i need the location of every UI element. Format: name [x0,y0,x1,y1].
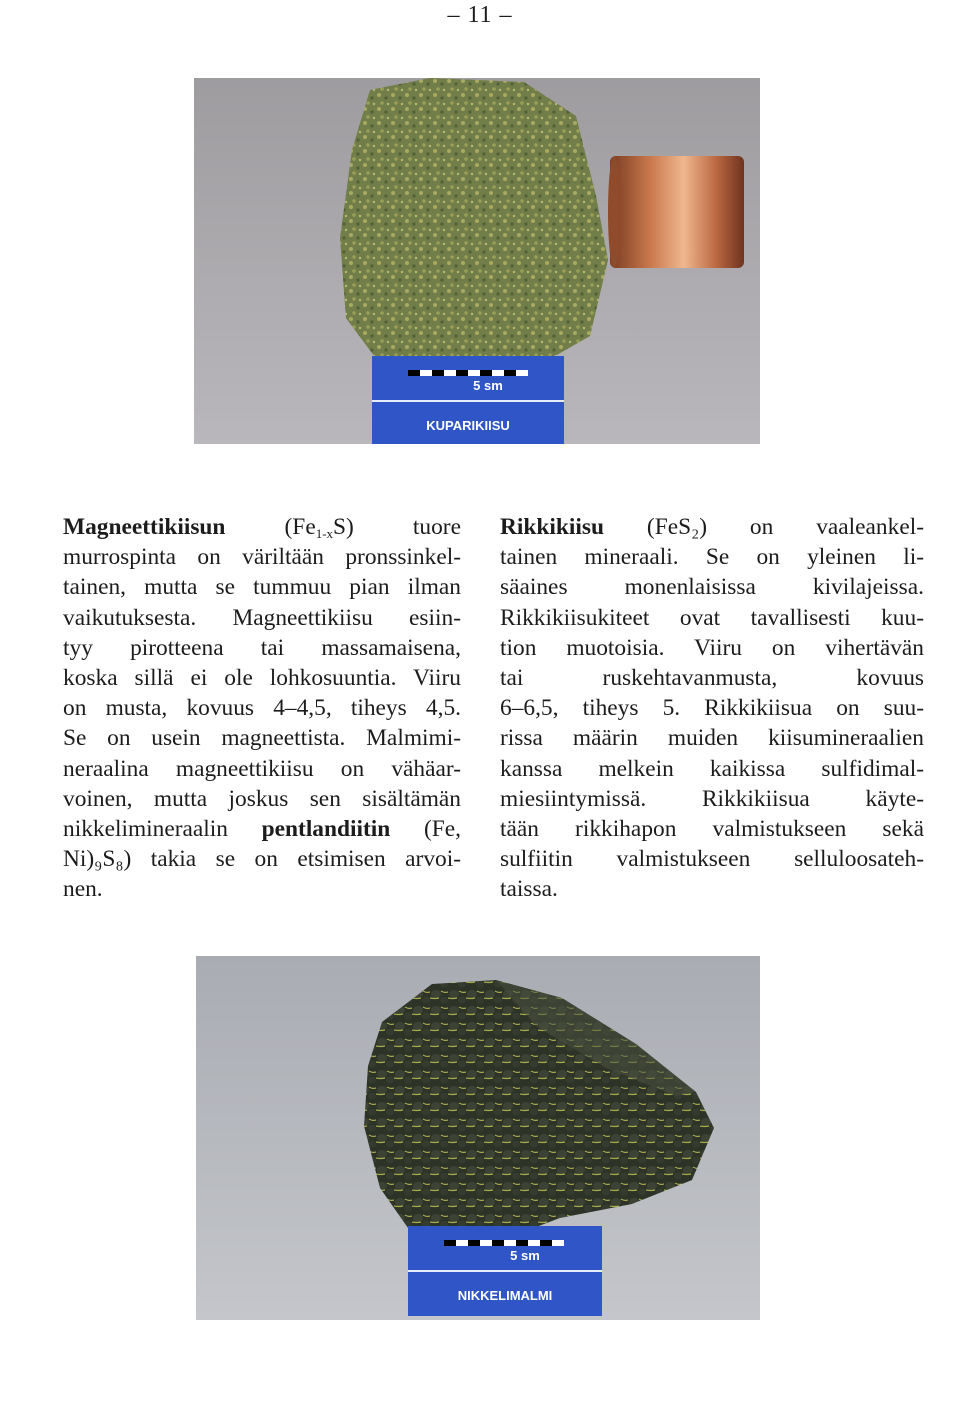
pentlandite-term: pentlandiitin [261,816,391,843]
pyrrhotite-term: Magneettikiisun [63,514,226,540]
scale-label-top: 5 sm [473,378,503,393]
pyrite-paragraph: Rikkikiisu (FeS₂) on vaaleankel- tainen mineraali. Se on yleinen li- säaines monenlaisissa kivilajeissa. Rikkikiisukiteet ovat tavallisesti kuu- tion muotoisia. Viiru on vihertävän tai ruskehtavanmusta, kovuus 6–6,5, tiheys 5. Rikkikiisua on suu- rissa määrin muiden kiisumineraalien kanssa melkein kaikissa sulfidimal- miesiintymissä. Rikkikiisua käyte- tään rikkihapon valmistukseen sekä sulfiitin valmistukseen selluloosateh- taissa. [500,514,924,903]
figure-label-bottom: NIKKELIMALMI [457,1288,553,1303]
pyrrhotite-paragraph: Magneettikiisun $(Fe_{1-x}S)$ tuore murrospinta on väriltään pronssinkel- tainen, mutta se tummuu pian ilman vaikutuksesta. Magneettikiisu esiin- tyy pirotteena tai massamaisena, koska sillä ei ole lohkosuuntia. Viiru on musta, kovuus 4–4,5, tiheys 4,5. Se on usein magneettista. Malmimi- neraalina magneettikiisu on vähäar- voinen, mutta joskus sen sisältämän nikkelimineraalin pentlandiitin (Fe, Ni)₉S₈) takia se on etsimisen arvoi- nen. [63,514,461,903]
scale-label-bottom: 5 sm [510,1248,540,1263]
scale-card-bottom [408,1226,602,1316]
scale-card-top [372,356,564,444]
page-number: – 11 – [447,2,513,28]
figure-label-top: KUPARIKIISU [426,418,510,433]
pyrite-term: Rikkikiisu [500,514,605,540]
